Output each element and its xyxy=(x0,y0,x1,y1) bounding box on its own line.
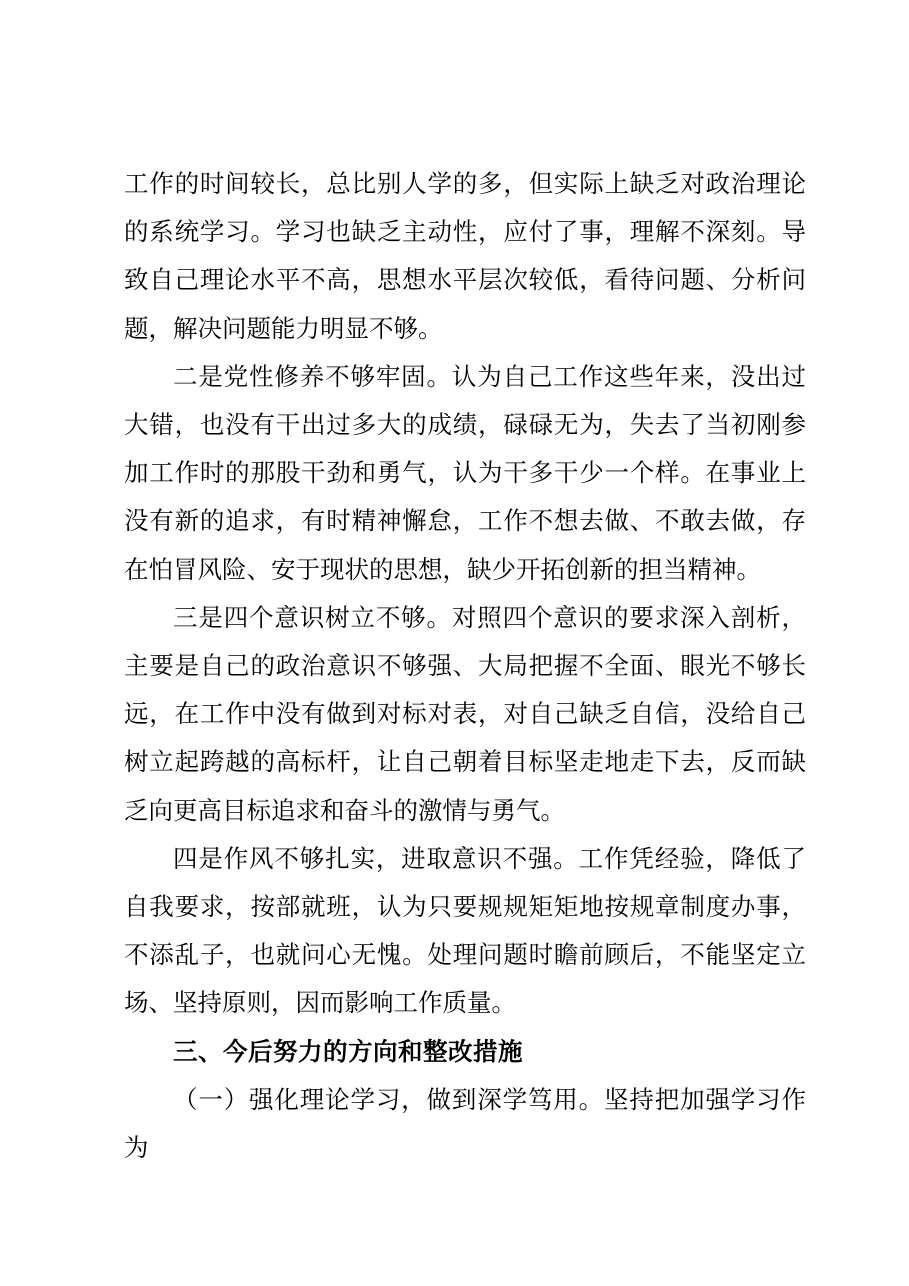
subsection-line xyxy=(124,1076,806,1172)
paragraph-continuation: 工作的时间较长，总比别人学的多，但实际上缺乏对政治理论的系统学习。学习也缺乏主动性，应付了事，理解不深刻。导致自己理论水平不高，思想水平层次较低，看待问题、分析问题，解决问题能力明显不够。 xyxy=(124,169,806,343)
subsection-text: 坚持把加强学习作为 xyxy=(124,1084,807,1163)
document-body xyxy=(124,160,806,1172)
paragraph-work-style: 四是作风不够扎实，进取意识不强。工作凭经验，降低了自我要求，按部就班，认为只要规规矩矩地按规章制度办事，不添乱子，也就问心无愧。处理问题时瞻前顾后，不能坚定立场、坚持原则，因而影响工作质量。 xyxy=(124,843,806,1018)
paragraph-party-spirit: 二是党性修养不够牢固。认为自己工作这些年来，没出过大错，也没有干出过多大的成绩，碌碌无为，失去了当初刚参加工作时的那股干劲和勇气，认为干多干少一个样。在事业上没有新的追求，有时精神懈怠，工作不想去做、不敢去做，存在怕冒风险、安于现状的思想，缺少开拓创新的担当精神。 xyxy=(124,361,806,584)
subsection-label: （一）强化理论学习，做到深学笃用。 xyxy=(173,1084,605,1114)
paragraph-four-consciousness: 三是四个意识树立不够。对照四个意识的要求深入剖析，主要是自己的政治意识不够强、大局把握不全面、眼光不够长远，在工作中没有做到对标对表，对自己缺乏自信，没给自己树立起跨越的高标杆，让自己朝着目标坚走地走下去，反而缺乏向更高目标追求和奋斗的激情与勇气。 xyxy=(124,602,806,825)
section-heading: 三、今后努力的方向和整改措施 xyxy=(173,1036,523,1066)
